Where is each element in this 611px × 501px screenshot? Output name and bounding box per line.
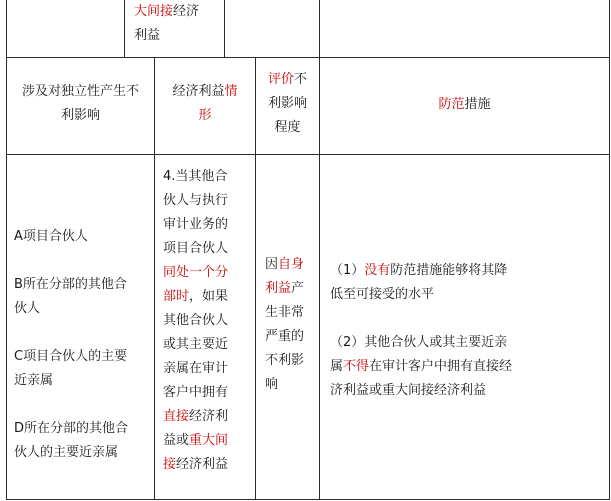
text-run: 部时 bbox=[163, 289, 190, 304]
top-row-text bbox=[134, 0, 222, 48]
text-run: 因 bbox=[265, 257, 279, 272]
text-line bbox=[265, 277, 319, 301]
text-line bbox=[163, 189, 255, 213]
text-run: 没有 bbox=[364, 263, 391, 278]
text-line bbox=[163, 309, 255, 333]
text-run: （1） bbox=[330, 263, 365, 278]
text-line bbox=[155, 104, 255, 128]
text-run: 客户中拥有 bbox=[163, 385, 229, 400]
text-run: 利影响 bbox=[60, 108, 100, 123]
body-safeguards bbox=[330, 259, 608, 403]
text-run: 利益 bbox=[134, 28, 161, 43]
text-run: 不 bbox=[294, 72, 308, 87]
text-run: 大间接 bbox=[134, 4, 174, 19]
text-line bbox=[163, 333, 255, 357]
text-line bbox=[163, 261, 255, 285]
text-line bbox=[14, 249, 152, 273]
text-line bbox=[256, 92, 319, 116]
text-run: 其他合伙人 bbox=[163, 313, 229, 328]
header-safeguards bbox=[320, 93, 609, 117]
text-line bbox=[14, 225, 152, 249]
body-affected-parties bbox=[14, 225, 152, 465]
text-line bbox=[256, 116, 319, 140]
text-line bbox=[155, 80, 255, 104]
text-run: 不得 bbox=[343, 359, 370, 374]
text-line bbox=[330, 379, 608, 403]
text-line bbox=[163, 213, 255, 237]
text-run: 直接 bbox=[163, 409, 190, 424]
text-line bbox=[330, 259, 608, 283]
text-line bbox=[163, 285, 255, 309]
text-run: 形 bbox=[198, 108, 212, 123]
text-line bbox=[330, 331, 608, 355]
text-run: 涉及对独立性产生不 bbox=[21, 84, 139, 99]
text-line bbox=[265, 301, 319, 325]
text-run: B所在分部的其他合 bbox=[14, 277, 127, 292]
text-run: 自身 bbox=[278, 257, 305, 272]
text-run: 情 bbox=[224, 84, 238, 99]
text-run: D所在分部的其他合 bbox=[14, 421, 129, 436]
text-run: 产 bbox=[291, 281, 305, 296]
text-run: 济利益或重大间接经济利益 bbox=[330, 383, 487, 398]
text-run: 经济利益 bbox=[176, 457, 229, 472]
table-rule-right bbox=[609, 0, 610, 500]
text-run: 利益 bbox=[265, 281, 292, 296]
text-run: 防范措施能够将其降 bbox=[390, 263, 508, 278]
table-rule-top-b bbox=[224, 0, 225, 58]
text-run: 在审计客户中拥有直接经 bbox=[369, 359, 513, 374]
text-run: 利影响 bbox=[267, 96, 307, 111]
table-rule-col3 bbox=[319, 0, 320, 500]
text-run: 防范 bbox=[438, 97, 465, 112]
text-run: 4.当其他合 bbox=[163, 169, 228, 184]
text-line bbox=[14, 297, 152, 321]
text-run: 或其主要近 bbox=[163, 337, 229, 352]
text-run: 属 bbox=[330, 359, 344, 374]
text-run: A项目合伙人 bbox=[14, 229, 88, 244]
text-line bbox=[14, 273, 152, 297]
header-impact-evaluation bbox=[256, 68, 319, 140]
text-line bbox=[7, 104, 154, 128]
text-line bbox=[163, 237, 255, 261]
table-rule-header-bottom bbox=[6, 154, 610, 155]
text-line bbox=[320, 93, 609, 117]
text-run: 经济利益 bbox=[172, 84, 225, 99]
body-impact-evaluation bbox=[265, 253, 319, 397]
text-run: C项目合伙人的主要 bbox=[14, 349, 128, 364]
text-line bbox=[14, 345, 152, 369]
text-run: ，如果 bbox=[189, 289, 229, 304]
text-run: 严重的 bbox=[265, 329, 305, 344]
text-line bbox=[14, 369, 152, 393]
text-line bbox=[163, 429, 255, 453]
text-run: 不利影 bbox=[265, 353, 305, 368]
text-run: 低至可接受的水平 bbox=[330, 287, 435, 302]
header-impact bbox=[7, 80, 154, 128]
text-line bbox=[256, 68, 319, 92]
text-line bbox=[163, 165, 255, 189]
text-line bbox=[330, 307, 608, 331]
text-line bbox=[265, 253, 319, 277]
text-line bbox=[330, 283, 608, 307]
text-run: 经济 bbox=[173, 4, 200, 19]
text-run: 措施 bbox=[464, 97, 491, 112]
text-run: 近亲属 bbox=[14, 373, 54, 388]
text-run: 评价 bbox=[267, 72, 294, 87]
table-rule-left bbox=[6, 0, 7, 500]
text-line bbox=[330, 355, 608, 379]
text-run: 伙人与执行 bbox=[163, 193, 229, 208]
text-line bbox=[163, 405, 255, 429]
text-line bbox=[265, 325, 319, 349]
text-line bbox=[14, 321, 152, 345]
text-run: 程度 bbox=[274, 120, 301, 135]
text-line bbox=[14, 441, 152, 465]
text-line bbox=[7, 80, 154, 104]
text-run: 项目合伙人 bbox=[163, 241, 229, 256]
text-run: 同处一个分 bbox=[163, 265, 229, 280]
text-run: 益或 bbox=[163, 433, 190, 448]
text-run: 接 bbox=[163, 457, 177, 472]
text-line bbox=[163, 381, 255, 405]
text-run: 生非常 bbox=[265, 305, 305, 320]
text-line bbox=[14, 393, 152, 417]
text-run: 审计业务的 bbox=[163, 217, 229, 232]
text-line bbox=[163, 453, 255, 477]
top-row-line-2 bbox=[134, 24, 222, 48]
top-row-line-1 bbox=[134, 0, 222, 24]
table-rule-top-a bbox=[124, 0, 125, 58]
text-run: 响 bbox=[265, 377, 279, 392]
text-run: 重大间 bbox=[189, 433, 229, 448]
table-rule-bottom bbox=[6, 499, 610, 500]
text-run: （2）其他合伙人或其主要近亲 bbox=[330, 335, 508, 350]
table-rule-top-row-bottom bbox=[6, 57, 610, 58]
text-run: 亲属在审计 bbox=[163, 361, 229, 376]
text-line bbox=[265, 373, 319, 397]
body-interest-situation bbox=[163, 165, 255, 477]
text-line bbox=[265, 349, 319, 373]
text-line bbox=[163, 357, 255, 381]
text-run: 经济利 bbox=[189, 409, 229, 424]
text-run: 伙人的主要近亲属 bbox=[14, 445, 119, 460]
header-interest-situation bbox=[155, 80, 255, 128]
text-line bbox=[14, 417, 152, 441]
text-run: 伙人 bbox=[14, 301, 41, 316]
